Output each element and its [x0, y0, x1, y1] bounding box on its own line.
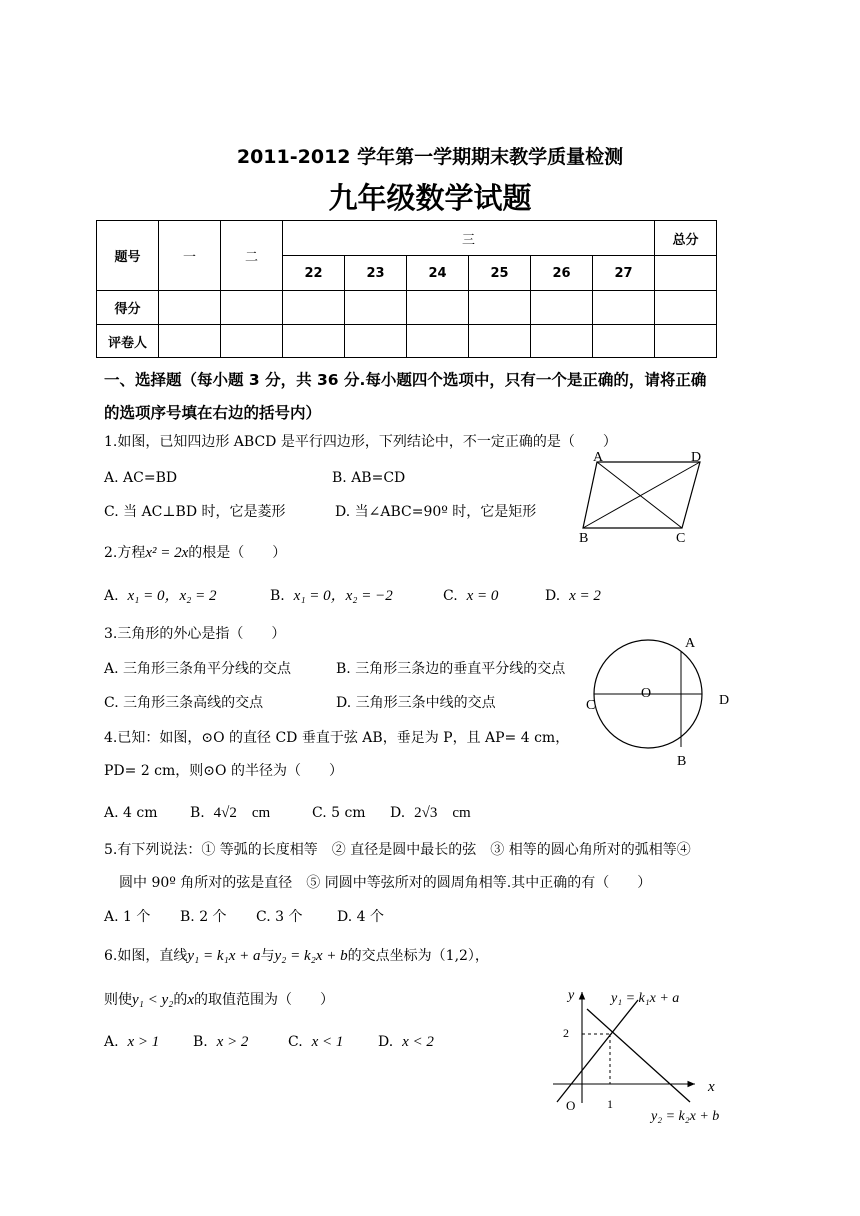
label-o: O	[641, 686, 652, 701]
line-y2-label: y₂ = k₂x + b	[651, 1109, 720, 1124]
label-b: B	[677, 754, 687, 769]
grader-cell[interactable]	[593, 325, 655, 358]
table-header-part3: 三	[283, 221, 655, 256]
table-subheader-26: 26	[531, 256, 593, 291]
q6-option-c	[288, 1033, 343, 1051]
q3-stem: 3.三角形的外心是指（ ）	[104, 626, 286, 642]
line-y1-label: y₁ = k₁x + a	[611, 991, 680, 1006]
score-table	[96, 220, 717, 358]
score-cell[interactable]	[283, 291, 345, 325]
diagonal-bd	[583, 462, 700, 528]
q6-stem-line1	[104, 947, 489, 965]
q6-stem-text: 则使	[104, 992, 132, 1008]
score-cell[interactable]	[655, 291, 717, 325]
option-math: x = 0	[466, 588, 499, 604]
q3-option-b: B. 三角形三条边的垂直平分线的交点	[336, 661, 566, 677]
origin-label: O	[566, 1098, 576, 1113]
q4-option-a: A. 4 cm	[104, 805, 158, 821]
exam-subtitle: 2011-2012 学年第一学期期末教学质量检测	[236, 146, 624, 168]
option-math: x > 2	[216, 1034, 249, 1050]
section1-heading-line2: 的选项序号填在右边的括号内）	[104, 404, 322, 422]
q6-option-a	[104, 1033, 159, 1051]
table-header-part2: 二	[221, 221, 283, 291]
tick-y-label: 2	[563, 1026, 569, 1040]
q4-option-c: C. 5 cm	[312, 805, 366, 821]
q2-option-d	[545, 587, 601, 605]
table-subheader-23: 23	[345, 256, 407, 291]
q5-option-c: C. 3 个	[256, 909, 303, 925]
score-cell[interactable]	[221, 291, 283, 325]
option-label: C.	[288, 1034, 303, 1050]
option-math: x < 2	[402, 1034, 434, 1050]
q1-option-a: A. AC=BD	[104, 470, 178, 486]
q1-option-c: C. 当 AC⊥BD 时，它是菱形	[104, 504, 286, 520]
q6-line1-equation: y₁ = k₁x + a	[187, 948, 261, 964]
q2-stem	[104, 544, 286, 562]
tick-x-label: 1	[607, 1097, 613, 1111]
score-cell[interactable]	[469, 291, 531, 325]
q6-stem-text: 的	[173, 992, 188, 1008]
q5-option-d: D. 4 个	[337, 909, 384, 925]
option-math: 2√3 cm	[414, 805, 471, 821]
q2-stem-prefix: 2.方程	[104, 545, 146, 561]
label-c: C	[676, 531, 686, 546]
q3-option-a: A. 三角形三条角平分线的交点	[104, 661, 292, 677]
exam-title: 九年级数学试题	[328, 181, 532, 215]
option-label: B.	[270, 588, 285, 604]
score-cell[interactable]	[345, 291, 407, 325]
q6-stem-text: 与	[260, 948, 275, 964]
line-y1	[557, 1000, 638, 1102]
grader-cell[interactable]	[655, 325, 717, 358]
option-label: B.	[193, 1034, 208, 1050]
option-math: x₁ = 0，x₂ = 2	[127, 588, 217, 604]
q2-option-c	[443, 587, 498, 605]
q2-option-b	[270, 587, 393, 605]
option-label: A.	[104, 1034, 119, 1050]
table-header-total: 总分	[655, 221, 717, 256]
q2-option-a	[104, 587, 216, 605]
q6-option-d	[378, 1033, 434, 1051]
q2-stem-suffix: 的根是（ ）	[188, 545, 287, 561]
grader-cell[interactable]	[469, 325, 531, 358]
diagonal-ac	[597, 462, 682, 528]
section1-heading-line1: 一、选择题（每小题 3 分，共 36 分.每小题四个选项中，只有一个是正确的，请将正确	[104, 371, 707, 389]
q4-stem-line2: PD= 2 cm，则⊙O 的半径为（ ）	[104, 763, 343, 779]
circle-figure	[580, 630, 740, 770]
q3-option-d: D. 三角形三条中线的交点	[336, 695, 496, 711]
score-cell[interactable]	[593, 291, 655, 325]
q4-option-b	[190, 804, 270, 822]
q5-stem-line1: 5.有下列说法：① 等弧的长度相等 ② 直径是圆中最长的弦 ③ 相等的圆心角所对的弧相等④	[104, 842, 691, 858]
grader-cell[interactable]	[407, 325, 469, 358]
option-label: C.	[443, 588, 458, 604]
table-header-question-no: 题号	[97, 221, 159, 291]
q1-option-d: D. 当∠ABC=90º 时，它是矩形	[335, 504, 537, 520]
grader-cell[interactable]	[345, 325, 407, 358]
q6-stem-text: 6.如图，直线	[104, 948, 188, 964]
option-math: 4√2 cm	[213, 805, 271, 821]
grader-cell[interactable]	[221, 325, 283, 358]
table-row-label-score: 得分	[97, 291, 159, 325]
q3-option-c: C. 三角形三条高线的交点	[104, 695, 264, 711]
score-cell[interactable]	[159, 291, 221, 325]
option-math: x₁ = 0，x₂ = −2	[293, 588, 393, 604]
x-axis-label: x	[708, 1079, 715, 1095]
table-cell-empty	[655, 256, 717, 291]
y-axis-label: y	[568, 988, 575, 1003]
parallelogram-figure	[570, 446, 720, 546]
q6-inequality: y₁ < y₂	[132, 992, 174, 1008]
option-label: A.	[104, 588, 119, 604]
table-subheader-24: 24	[407, 256, 469, 291]
label-a: A	[685, 636, 696, 651]
option-math: x < 1	[311, 1034, 344, 1050]
table-subheader-22: 22	[283, 256, 345, 291]
q6-line2-equation: y₂ = k₂x + b	[274, 948, 348, 964]
option-label: B.	[190, 805, 205, 821]
option-label: D.	[390, 805, 406, 821]
q6-stem-text: 的取值范围为（ ）	[194, 992, 335, 1008]
label-a: A	[593, 450, 604, 465]
q6-option-b	[193, 1033, 248, 1051]
q1-option-b: B. AB=CD	[332, 470, 406, 486]
table-subheader-27: 27	[593, 256, 655, 291]
q6-stem-line2	[104, 991, 334, 1009]
q6-variable: x	[187, 992, 195, 1008]
table-header-part1: 一	[159, 221, 221, 291]
option-label: D.	[545, 588, 561, 604]
table-row-label-grader: 评卷人	[97, 325, 159, 358]
score-cell[interactable]	[407, 291, 469, 325]
table-subheader-25: 25	[469, 256, 531, 291]
score-cell[interactable]	[531, 291, 593, 325]
option-label: D.	[378, 1034, 394, 1050]
label-b: B	[579, 531, 589, 546]
q4-stem-line1: 4.已知：如图，⊙O 的直径 CD 垂直于弦 AB，垂足为 P，且 AP= 4 cm，	[104, 730, 570, 746]
label-d: D	[719, 693, 730, 708]
grader-cell[interactable]	[159, 325, 221, 358]
q5-stem-line2: 圆中 90º 角所对的弦是直径 ⑤ 同圆中等弦所对的圆周角相等.其中正确的有（ ）	[119, 875, 652, 891]
label-c: C	[586, 698, 596, 713]
q4-option-d	[390, 804, 471, 822]
linear-functions-figure	[545, 978, 755, 1128]
line-y2	[587, 1009, 690, 1102]
label-d: D	[691, 450, 702, 465]
grader-cell[interactable]	[283, 325, 345, 358]
q5-option-b: B. 2 个	[180, 909, 227, 925]
option-math: x = 2	[569, 588, 601, 604]
option-math: x > 1	[127, 1034, 160, 1050]
q2-equation: x² = 2x	[145, 545, 189, 561]
q1-stem: 1.如图，已知四边形 ABCD 是平行四边形，下列结论中，不一定正确的是（ ）	[104, 434, 617, 450]
grader-cell[interactable]	[531, 325, 593, 358]
q5-option-a: A. 1 个	[104, 909, 151, 925]
q6-stem-text: 的交点坐标为（1,2），	[347, 948, 489, 964]
